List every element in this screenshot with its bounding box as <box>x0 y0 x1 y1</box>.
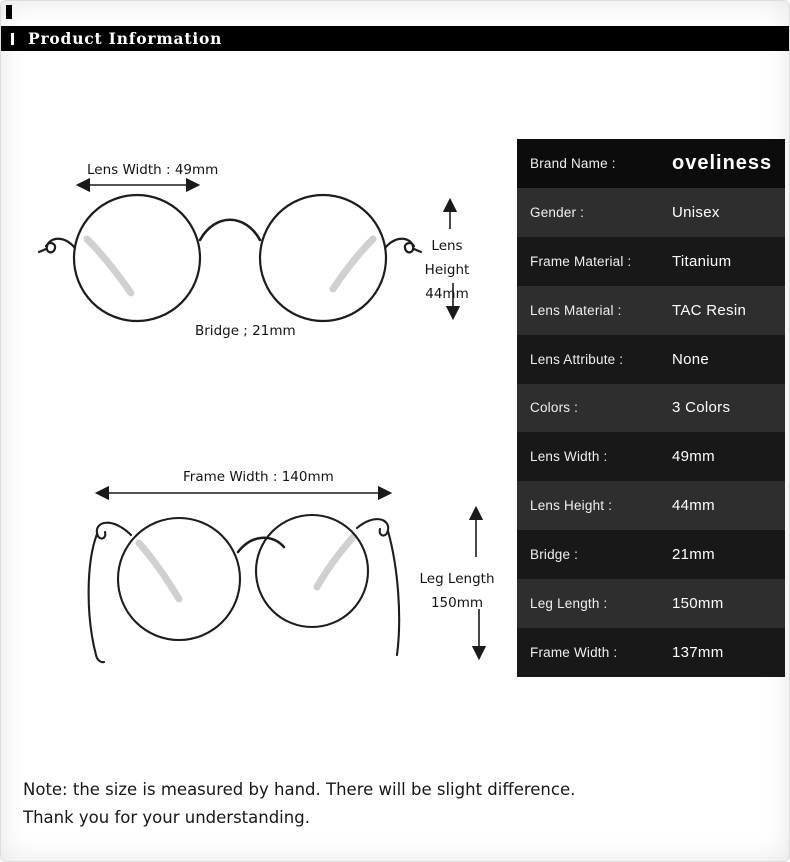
spec-row-frame-material <box>517 237 785 286</box>
brand-name-value: oveliness <box>672 151 773 174</box>
spec-label: Brand Name : <box>530 155 616 171</box>
frame-width-label: Frame Width : 140mm <box>183 469 334 485</box>
spec-value: 3 Colors <box>672 399 731 417</box>
spec-label: Leg Length : <box>530 596 608 612</box>
glasses-front-diagram <box>39 195 421 321</box>
lens-width-label: Lens Width : 49mm <box>87 162 219 178</box>
spec-value: 21mm <box>672 546 715 564</box>
spec-label: Bridge : <box>530 547 579 563</box>
leg-length-label-line2: 150mm <box>430 595 484 611</box>
spec-row-leg-length <box>517 579 785 628</box>
spec-label: Lens Material : <box>530 302 622 318</box>
spec-row-lens-attribute <box>517 335 785 384</box>
spec-label: Colors : <box>530 400 579 416</box>
spec-row-frame-width <box>517 628 785 677</box>
spec-row-brand-name <box>517 139 785 188</box>
spec-value: 137mm <box>672 644 724 662</box>
spec-row-lens-height <box>517 481 785 530</box>
bridge-label: Bridge ; 21mm <box>195 323 296 339</box>
note-line1: Note: the size is measured by hand. There will be slight difference. <box>23 780 576 799</box>
lens-height-label-line2: 44mm <box>425 286 469 302</box>
spec-value: Unisex <box>672 203 720 221</box>
spec-value: 150mm <box>672 595 724 613</box>
leg-length-label <box>419 567 495 615</box>
spec-label: Frame Width : <box>530 645 618 661</box>
spec-value: None <box>672 350 710 368</box>
spec-value: Titanium <box>672 252 732 270</box>
leg-length-label-line1: Leg Length <box>419 571 495 587</box>
note-line2: Thank you for your understanding. <box>23 808 310 827</box>
spec-value: TAC Resin <box>672 301 747 319</box>
spec-label: Lens Width : <box>530 449 608 465</box>
spec-label: Gender : <box>530 204 585 220</box>
spec-row-lens-width <box>517 432 785 481</box>
lens-height-label <box>407 234 487 306</box>
spec-value: 44mm <box>672 497 715 515</box>
spec-label: Lens Height : <box>530 498 613 514</box>
glasses-side-diagram <box>89 515 400 662</box>
spec-row-bridge <box>517 530 785 579</box>
spec-value: 49mm <box>672 448 715 466</box>
spec-label: Lens Attribute : <box>530 351 624 367</box>
spec-row-colors <box>517 384 785 433</box>
spec-row-gender <box>517 188 785 237</box>
note-text <box>23 776 575 832</box>
lens-height-label-line1: Lens Height <box>424 238 470 278</box>
front-measure-arrows <box>79 185 453 317</box>
spec-label: Frame Material : <box>530 253 632 269</box>
page-title: Product Information <box>28 29 223 48</box>
spec-table <box>517 139 785 677</box>
spec-row-lens-material <box>517 286 785 335</box>
